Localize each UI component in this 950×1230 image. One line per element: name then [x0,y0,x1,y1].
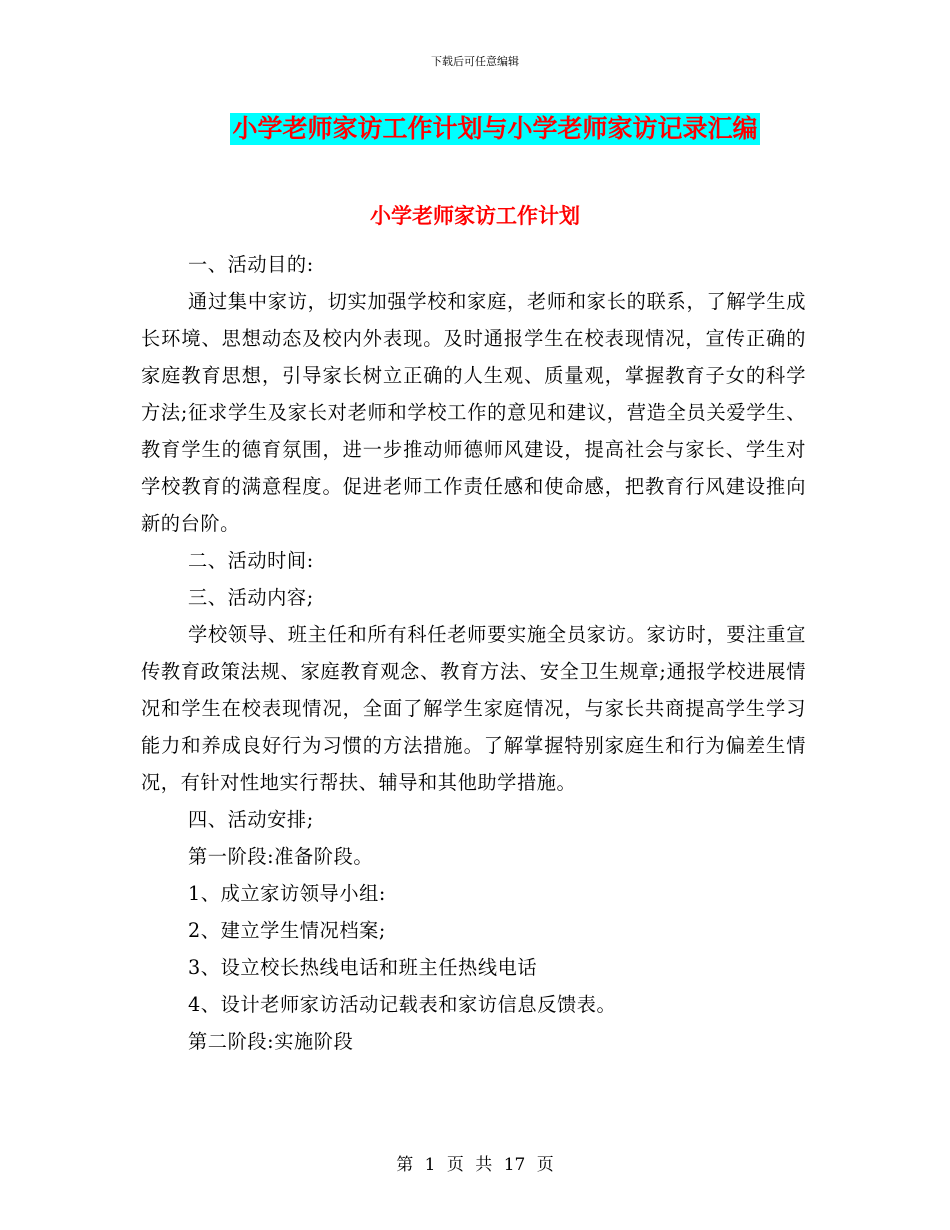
heading-activity-arrangement: 四、活动安排; [188,808,314,831]
stage-one-heading: 第一阶段:准备阶段。 [188,845,374,868]
paragraph-purpose: 通过集中家访，切实加强学校和家庭，老师和家长的联系，了解学生成长环境、思想动态及校内外表现。及时通报学生在校表现情况，宣传正确的家庭教育思想，引导家长树立正确的人生观、质量观，掌握教育子女的科学方法;征求学生及家长对老师和学校工作的意见和建议，营造全员关爱学生、教育学生的德育氛围，进一步推动师德师风建设，提高社会与家长、学生对学校教育的满意程度。促进老师工作责任感和使命感，把教育行风建设推向新的台阶。 [141,290,806,535]
list-item: 1、成立家访领导小组: [188,882,386,905]
heading-activity-time: 二、活动时间: [188,549,314,572]
page-header-note: 下载后可任意编辑 [431,55,519,68]
main-title-container [0,113,950,145]
stage-two-heading: 第二阶段:实施阶段 [188,1030,354,1053]
paragraph-content: 学校领导、班主任和所有科任老师要实施全员家访。家访时，要注重宣传教育政策法规、家庭教育观念、教育方法、安全卫生规章;通报学校进展情况和学生在校表现情况，全面了解学生家庭情况，与家长共商提高学生学习能力和养成良好行为习惯的方法措施。了解掌握特别家庭生和行为偏差生情况，有针对性地实行帮扶、辅导和其他助学措施。 [141,623,806,794]
list-item: 4、设计老师家访活动记载表和家访信息反馈表。 [188,993,617,1016]
heading-activity-purpose: 一、活动目的: [188,253,314,276]
list-item: 3、设立校长热线电话和班主任热线电话 [188,956,538,979]
section-title: 小学老师家访工作计划 [370,204,580,228]
document-title: 小学老师家访工作计划与小学老师家访记录汇编 [232,114,758,143]
document-body [141,246,806,1060]
list-item: 2、建立学生情况档案; [188,919,386,942]
heading-activity-content: 三、活动内容; [188,586,314,609]
page-footer: 第 1 页 共 17 页 [396,1155,554,1175]
